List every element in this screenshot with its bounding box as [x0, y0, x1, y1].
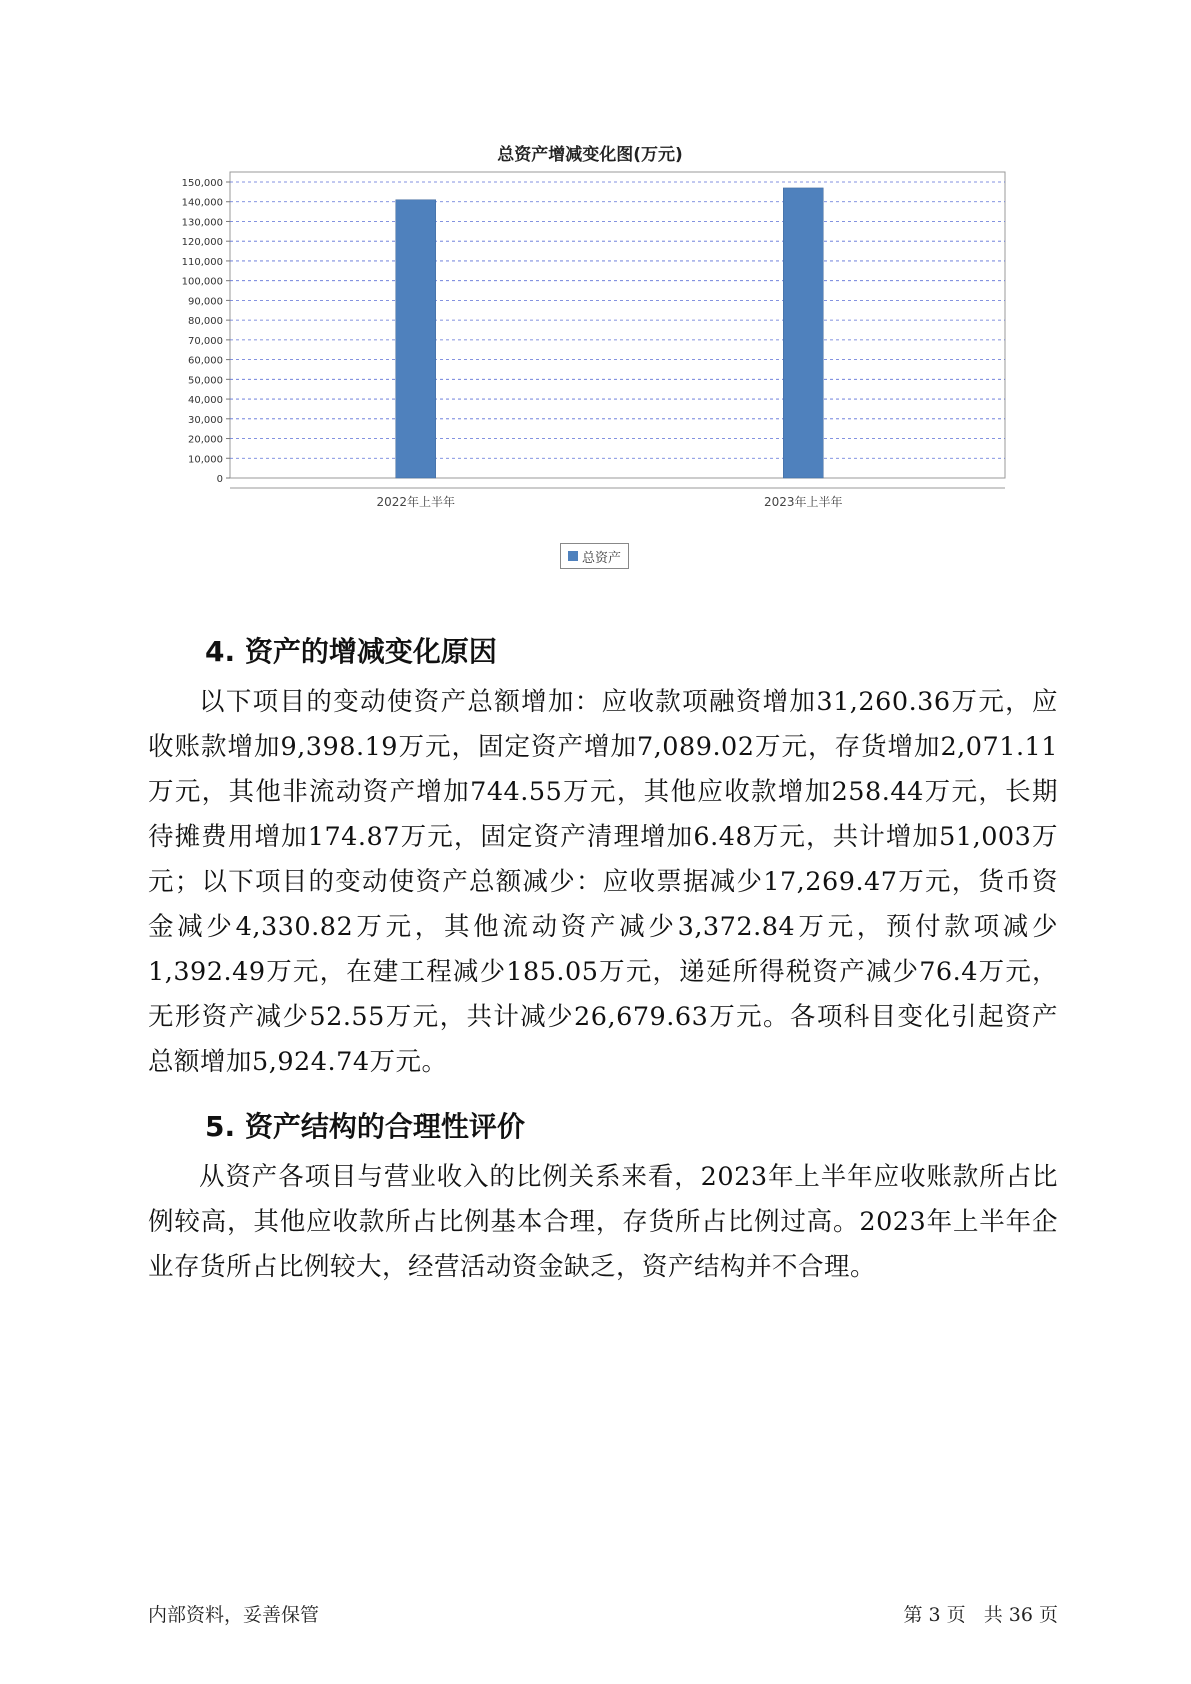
x-tick-label: 2022年上半年: [376, 495, 456, 509]
chart-container: [150, 140, 1030, 600]
footer-page-number: 第 3 页 共 36 页: [903, 1604, 1058, 1626]
bar: [396, 200, 436, 478]
bar-chart: [150, 140, 1030, 600]
y-tick-label: 70,000: [188, 335, 223, 347]
legend-label: 总资产: [582, 550, 622, 566]
section-5-body: 从资产各项目与营业收入的比例关系来看，2023年上半年应收账款所占比例较高，其他应收款所占比例基本合理，存货所占比例过高。2023年上半年企业存货所占比例较大，经营活动资金缺乏，资产结构并不合理。: [148, 1162, 1058, 1282]
x-tick-label: 2023年上半年: [763, 495, 843, 509]
y-tick-label: 110,000: [181, 256, 223, 268]
section-4-body: 以下项目的变动使资产总额增加：应收款项融资增加31,260.36万元，应收账款增加9,398.19万元，固定资产增加7,089.02万元，存货增加2,071.11万元，其他非流动资产增加744.55万元，其他应收款增加258.44万元，长期待摊费用增加174.87万元，固定资产清理增加6.48万元，共计增加51,003万元；以下项目的变动使资产总额减少：应收票据减少17,269.47万元，货币资金减少4,330.82万元，其他流动资产减少3,372.84万元，预付款项减少1,392.49万元，在建工程减少185.05万元，递延所得税资产减少76.4万元，无形资产减少52.55万元，共计减少26,679.63万元。各项科目变化引起资产总额增加5,924.74万元。: [148, 687, 1058, 1077]
y-tick-label: 50,000: [188, 375, 223, 387]
plot-frame: [230, 172, 1005, 478]
y-tick-label: 80,000: [188, 316, 223, 328]
section-4-heading: 4. 资产的增减变化原因: [205, 635, 497, 668]
y-tick-label: 30,000: [188, 414, 223, 426]
y-tick-label: 120,000: [181, 237, 223, 249]
y-tick-label: 0: [216, 474, 223, 485]
y-tick-label: 100,000: [181, 276, 223, 288]
section-5-heading: 5. 资产结构的合理性评价: [205, 1110, 525, 1143]
y-tick-label: 20,000: [188, 434, 223, 446]
legend-swatch: [568, 551, 578, 561]
y-tick-label: 40,000: [188, 395, 223, 407]
y-tick-label: 60,000: [188, 355, 223, 367]
bar: [783, 188, 823, 478]
footer-confidential-note: 内部资料，妥善保管: [148, 1604, 320, 1626]
y-tick-label: 150,000: [181, 178, 223, 189]
y-tick-label: 10,000: [188, 454, 223, 466]
y-tick-label: 130,000: [181, 217, 223, 229]
chart-legend: [560, 543, 629, 569]
chart-title: 总资产增减变化图(万元): [497, 145, 683, 165]
y-tick-label: 140,000: [181, 197, 223, 209]
y-tick-label: 90,000: [188, 296, 223, 308]
